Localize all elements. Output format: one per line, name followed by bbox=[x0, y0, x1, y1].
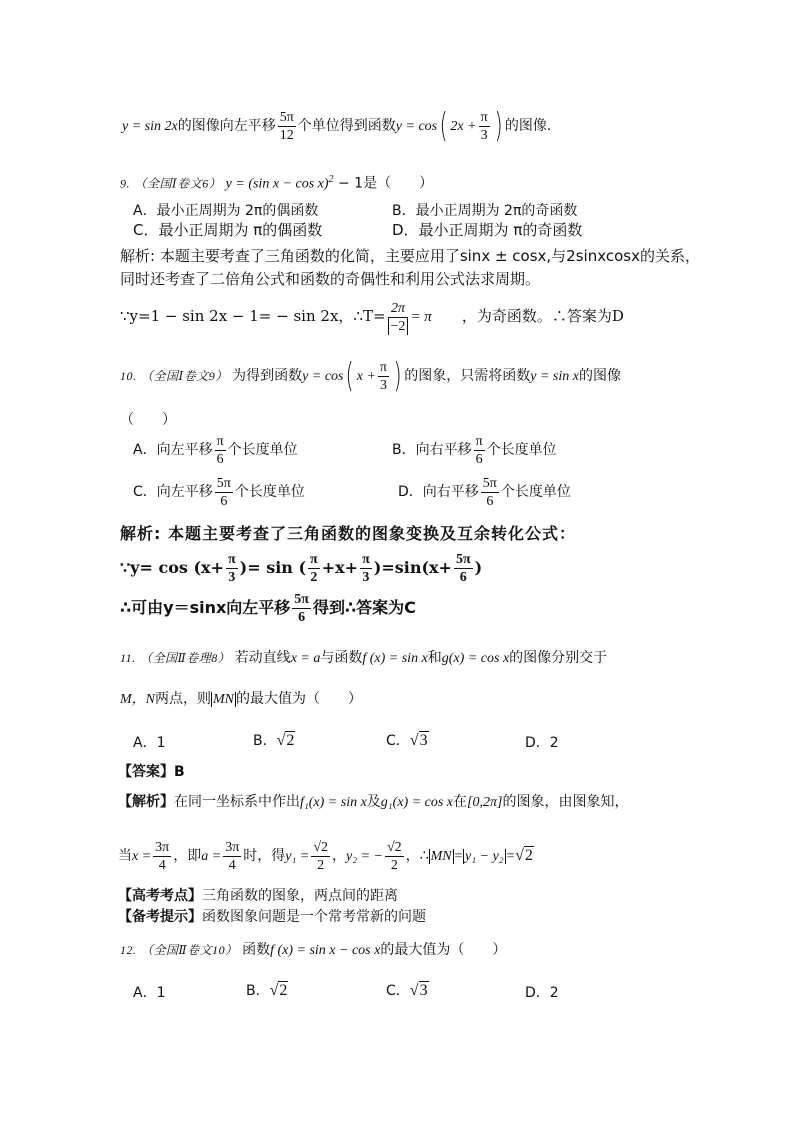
eq-fraction bbox=[226, 551, 238, 586]
intro-fraction bbox=[278, 109, 296, 144]
frac-den: 3 bbox=[362, 570, 370, 585]
intro-text-c: 个单位得到函数 bbox=[297, 118, 396, 134]
work-expr: = bbox=[453, 849, 464, 864]
q11-text-e: 和 bbox=[427, 650, 442, 666]
q11-text-a: 若动直线 bbox=[234, 650, 291, 666]
work-abs: MN bbox=[430, 849, 452, 864]
frac-den: 6 bbox=[216, 451, 224, 467]
radicand: 2 bbox=[524, 847, 533, 864]
option-label: C． bbox=[386, 733, 410, 749]
frac-num: π bbox=[216, 433, 224, 449]
q12-option-b bbox=[246, 981, 288, 1001]
frac-num: π bbox=[480, 109, 488, 125]
frac-den: 2 bbox=[390, 857, 398, 873]
option-label: D．向右平移 bbox=[398, 484, 479, 500]
frac-den: 6 bbox=[486, 493, 494, 509]
radicand: 3 bbox=[419, 732, 428, 749]
q11-key-point bbox=[118, 886, 398, 906]
right-paren: ) bbox=[393, 356, 402, 396]
frac-den: 3 bbox=[228, 570, 236, 585]
option-label: C． bbox=[386, 983, 410, 999]
frac-den: 2 bbox=[317, 857, 325, 873]
eq-part: )=sin(x+ bbox=[373, 558, 452, 577]
intro-inner-fraction bbox=[479, 109, 490, 144]
option-label: B．向右平移 bbox=[392, 442, 472, 458]
q11-expr-f: g(x) = cos x bbox=[441, 651, 510, 666]
option-unit: 个长度单位 bbox=[227, 442, 298, 458]
sqrt-3: √3 bbox=[409, 982, 428, 999]
q10-stem bbox=[120, 354, 621, 399]
frac-num: 2π bbox=[388, 300, 409, 318]
q11-prep-tip bbox=[118, 907, 426, 927]
q12-stem bbox=[120, 940, 506, 961]
q9-tail: − 1是（ ） bbox=[333, 175, 434, 192]
frac-den: 2 bbox=[310, 570, 318, 585]
q9-calc-b: = π bbox=[410, 309, 432, 325]
q10-text-d: 的图象，只需将函数 bbox=[404, 368, 531, 384]
q12-number: 12. bbox=[120, 943, 137, 957]
q11-option-a: A．1 bbox=[133, 735, 166, 751]
q10-equation bbox=[120, 548, 482, 588]
work-text: 当 bbox=[118, 848, 132, 864]
radicand: 2 bbox=[286, 732, 295, 749]
frac-num: 5π bbox=[455, 552, 471, 567]
frac-num: π bbox=[227, 552, 236, 567]
solution-text: 及 bbox=[366, 794, 381, 810]
radicand: 3 bbox=[419, 982, 428, 999]
q10-paren: （ ） bbox=[120, 412, 176, 428]
option-fraction bbox=[215, 475, 233, 510]
q11-answer bbox=[118, 762, 185, 782]
work-text: 时，得 bbox=[243, 848, 286, 864]
frac-num: π bbox=[310, 552, 318, 567]
q9-option-a: A．最小正周期为 2π的偶函数 bbox=[133, 203, 319, 219]
solution-expr: [0,2π] bbox=[467, 795, 503, 810]
solution-expr: f₁(x) = sin x bbox=[300, 795, 367, 810]
option-fraction bbox=[481, 475, 499, 510]
q9-expr: y = (sin x − cos x) bbox=[225, 176, 329, 192]
option-label: C．向左平移 bbox=[133, 484, 213, 500]
frac-num: π bbox=[379, 359, 387, 375]
work-fraction bbox=[223, 839, 241, 874]
q10-option-a bbox=[133, 432, 298, 468]
frac-num: 5π bbox=[279, 109, 294, 125]
eq-part: ∵y= cos (x+ bbox=[120, 558, 224, 577]
work-expr: x = bbox=[132, 849, 152, 864]
q12-source: （全国Ⅱ卷文10） bbox=[140, 943, 238, 957]
con-fraction bbox=[292, 591, 311, 626]
option-label: B． bbox=[246, 983, 270, 999]
solution-text: 在同一坐标系中作出 bbox=[174, 794, 300, 810]
q10-inner-fraction bbox=[378, 359, 389, 394]
q12-text-a: 函数 bbox=[242, 942, 271, 958]
sqrt-2: √2 bbox=[276, 732, 295, 749]
q11-source: （全国Ⅱ卷理8） bbox=[140, 651, 231, 665]
q10-source: （全国Ⅰ卷文9） bbox=[140, 369, 228, 383]
key-point-text: 三角函数的图象，两点间的距离 bbox=[202, 888, 398, 904]
option-fraction bbox=[474, 433, 485, 468]
q11-option-c bbox=[386, 731, 429, 751]
work-expr: = bbox=[505, 849, 516, 864]
q9-option-c: C．最小正周期为 π的偶函数 bbox=[133, 221, 323, 239]
q10-number: 10. bbox=[120, 369, 137, 383]
radicand: 2 bbox=[279, 982, 288, 999]
q10-expr-c: x + bbox=[356, 369, 376, 384]
answer-value: B bbox=[174, 764, 185, 780]
frac-num: π bbox=[362, 552, 370, 567]
intro-line bbox=[122, 104, 551, 149]
q10-text-f: 的图像 bbox=[578, 368, 621, 384]
frac-num: π bbox=[475, 433, 483, 449]
q10-text-a: 为得到函数 bbox=[232, 368, 303, 384]
frac-den: 12 bbox=[279, 127, 294, 143]
solution-text: 在 bbox=[453, 794, 468, 810]
q11-solution bbox=[118, 792, 628, 813]
q9-source: （全国Ⅰ卷文6） bbox=[134, 176, 222, 191]
eq-part: )= sin ( bbox=[239, 558, 307, 577]
q12-text-c: 的最大值为（ ） bbox=[380, 942, 507, 958]
work-fraction bbox=[311, 839, 330, 874]
sqrt-3: √3 bbox=[409, 732, 428, 749]
option-unit: 个长度单位 bbox=[234, 484, 305, 500]
q11-abs-mn: MN bbox=[213, 692, 234, 707]
q9-calc-c: ，为奇函数。∴答案为D bbox=[461, 307, 624, 325]
frac-num: √2 bbox=[386, 839, 402, 855]
work-text: ，∴ bbox=[405, 848, 429, 864]
eq-part: +x+ bbox=[321, 558, 359, 577]
work-text: ，即 bbox=[173, 848, 202, 864]
frac-num: 5π bbox=[482, 475, 497, 491]
frac-den: −2 bbox=[388, 318, 409, 335]
work-fraction bbox=[385, 839, 404, 874]
q11-option-d: D．2 bbox=[525, 735, 559, 751]
q11-text-c: 与函数 bbox=[320, 650, 363, 666]
q10-conclusion bbox=[120, 588, 416, 628]
solution-text: 的图象，由图象知， bbox=[502, 794, 629, 810]
q11-expr-d: f (x) = sin x bbox=[362, 651, 428, 666]
frac-num: √2 bbox=[313, 839, 328, 855]
q12-option-c bbox=[386, 981, 429, 1001]
frac-num: 5π bbox=[294, 592, 309, 607]
intro-expr-e: 2x + bbox=[450, 119, 477, 134]
q12-option-a: A．1 bbox=[133, 985, 166, 1001]
con-part: ∴可由y＝sinx向左平移 bbox=[120, 598, 291, 617]
q9-period-fraction bbox=[388, 300, 409, 335]
work-fraction bbox=[153, 839, 171, 874]
frac-num: 5π bbox=[216, 475, 231, 491]
answer-tag: 【答案】 bbox=[118, 764, 174, 780]
q11-stem bbox=[120, 648, 607, 669]
q12-option-d: D．2 bbox=[525, 985, 559, 1001]
intro-text-b: 的图像向左平移 bbox=[177, 118, 276, 134]
frac-den: 6 bbox=[298, 610, 306, 625]
q11-text-g: 的图像分别交于 bbox=[509, 650, 608, 666]
intro-text-f: 的图像. bbox=[504, 118, 552, 134]
q9-option-b: B．最小正周期为 2π的奇函数 bbox=[392, 203, 578, 219]
eq-fraction bbox=[308, 551, 320, 586]
frac-den: 6 bbox=[475, 451, 483, 467]
prep-tip-tag: 【备考提示】 bbox=[118, 909, 202, 925]
q9-stem bbox=[120, 170, 433, 195]
q11-points: M，N bbox=[120, 692, 155, 707]
q10-option-d bbox=[398, 474, 571, 510]
q11-text: 两点，则 bbox=[155, 691, 211, 707]
eq-fraction bbox=[360, 551, 372, 586]
q11-work bbox=[118, 836, 534, 877]
option-label: A．向左平移 bbox=[133, 442, 213, 458]
frac-den: 3 bbox=[379, 377, 387, 393]
solution-tag: 【解析】 bbox=[118, 794, 174, 810]
work-text: ， bbox=[332, 848, 346, 864]
sqrt-2: √2 bbox=[269, 982, 288, 999]
left-paren: ( bbox=[439, 106, 448, 146]
frac-den: 3 bbox=[480, 127, 488, 143]
q10-option-c bbox=[133, 474, 305, 510]
frac-den: 4 bbox=[228, 857, 236, 873]
work-abs: y₁ − y₂ bbox=[465, 849, 504, 864]
q9-analysis-2: 同时还考查了二倍角公式和函数的奇偶性和利用公式法求周期。 bbox=[120, 270, 541, 288]
frac-den: 6 bbox=[459, 570, 467, 585]
q9-number: 9. bbox=[120, 176, 130, 191]
option-fraction bbox=[215, 433, 226, 468]
left-paren: ( bbox=[346, 356, 355, 396]
option-unit: 个长度单位 bbox=[486, 442, 557, 458]
q9-calculation bbox=[120, 296, 624, 337]
q11-number: 11. bbox=[120, 651, 136, 665]
q10-expr-b: y = cos bbox=[302, 369, 344, 384]
q9-analysis-1: 解析: 本题主要考查了三角函数的化简，主要应用了sinx ± cosx,与2sinxcosx的关系， bbox=[120, 247, 700, 265]
work-expr: y₂ = − bbox=[346, 849, 383, 864]
q10-analysis: 解析: 本题主要考查了三角函数的图象变换及互余转化公式： bbox=[120, 524, 576, 543]
q11-text: 的最大值为（ ） bbox=[236, 691, 362, 707]
frac-den: 6 bbox=[220, 493, 228, 509]
work-expr: a = bbox=[201, 849, 222, 864]
right-paren: ) bbox=[494, 106, 503, 146]
intro-expr-a: y = sin 2x bbox=[122, 119, 178, 134]
frac-num: 3π bbox=[155, 839, 170, 855]
frac-den: 4 bbox=[158, 857, 166, 873]
q9-calc-a: ∵y=1 − sin 2x − 1= − sin 2x，∴T= bbox=[120, 307, 386, 325]
frac-num: 3π bbox=[225, 839, 240, 855]
option-unit: 个长度单位 bbox=[500, 484, 571, 500]
q9-option-d: D．最小正周期为 π的奇函数 bbox=[392, 221, 583, 239]
q10-option-b bbox=[392, 432, 557, 468]
q12-expr-b: f (x) = sin x − cos x bbox=[270, 943, 381, 958]
eq-part: ) bbox=[474, 558, 483, 577]
prep-tip-text: 函数图象问题是一个常考常新的问题 bbox=[202, 909, 426, 925]
solution-expr: g₁(x) = cos x bbox=[380, 795, 454, 810]
option-label: B． bbox=[253, 733, 277, 749]
work-expr: y₁ = bbox=[285, 849, 310, 864]
q11-option-b bbox=[253, 731, 295, 751]
q9-exponent: 2 bbox=[328, 174, 334, 185]
intro-expr-d: y = cos bbox=[395, 119, 438, 134]
key-point-tag: 【高考考点】 bbox=[118, 888, 202, 904]
q10-expr-e: y = sin x bbox=[530, 369, 579, 384]
eq-fraction bbox=[454, 551, 473, 586]
q11-stem-2 bbox=[120, 689, 362, 710]
sqrt-2: √2 bbox=[515, 847, 533, 864]
q11-expr-b: x = a bbox=[290, 651, 321, 666]
con-part: 得到∴答案为C bbox=[312, 598, 416, 617]
